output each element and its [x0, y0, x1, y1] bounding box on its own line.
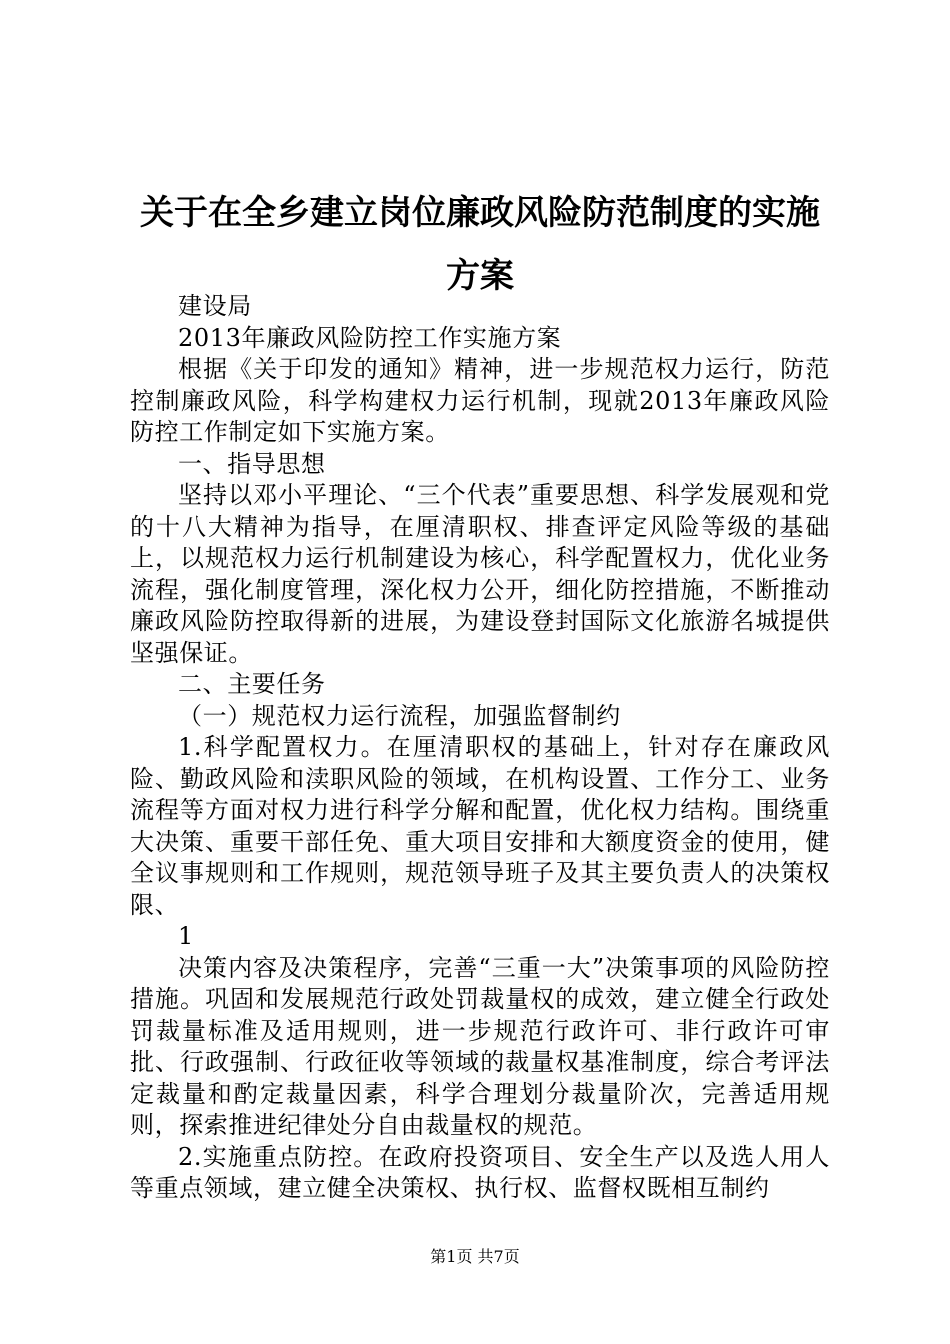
paragraph: 2.实施重点防控。在政府投资项目、安全生产以及选人用人等重点领域，建立健全决策权、执行权、监督权既相互制约 [130, 1142, 830, 1202]
page-footer: 第1页 共7页 [430, 1247, 520, 1266]
paragraph: 决策内容及决策程序，完善“三重一大”决策事项的风险防控措施。巩固和发展规范行政处罚裁量权的成效，建立健全行政处罚裁量标准及适用规则，进一步规范行政许可、非行政许可审批、行政强制、行政征收等领域的裁量权基准制度，综合考评法定裁量和酌定裁量因素，科学合理划分裁量阶次，完善适用规则，探索推进纪律处分自由裁量权的规范。 [130, 953, 830, 1139]
document-title-line-2: 方案 [446, 256, 514, 296]
section-heading: 一、指导思想 [178, 449, 326, 478]
paragraph: 建设局 [178, 292, 252, 320]
paragraph: 坚持以邓小平理论、“三个代表”重要思想、科学发展观和党的十八大精神为指导，在厘清职权、排查评定风险等级的基础上，以规范权力运行机制建设为核心，科学配置权力，优化业务流程，强化制度管理，深化权力公开，细化防控措施，不断推动廉政风险防控取得新的进展，为建设登封国际文化旅游名城提供坚强保证。 [130, 481, 830, 667]
document-title-line-1: 关于在全乡建立岗位廉政风险防范制度的实施 [140, 193, 820, 233]
subsection-heading: （一）规范权力运行流程，加强监督制约 [178, 701, 621, 730]
paragraph: 1.科学配置权力。在厘清职权的基础上，针对存在廉政风险、勤政风险和渎职风险的领域，在机构设置、工作分工、业务流程等方面对权力进行科学分解和配置，优化权力结构。围绕重大决策、重要干部任免、重大项目安排和大额度资金的使用，健全议事规则和工作规则，规范领导班子及其主要负责人的决策权限、 [130, 733, 830, 919]
document-body [130, 291, 830, 1205]
paragraph: 根据《关于印发的通知》精神，进一步规范权力运行，防范控制廉政风险，科学构建权力运行机制，现就2013年廉政风险防控工作制定如下实施方案。 [130, 355, 830, 446]
page-marker: 1 [178, 922, 194, 950]
section-heading: 二、主要任务 [178, 670, 326, 698]
paragraph: 2013年廉政风险防控工作实施方案 [178, 323, 562, 352]
